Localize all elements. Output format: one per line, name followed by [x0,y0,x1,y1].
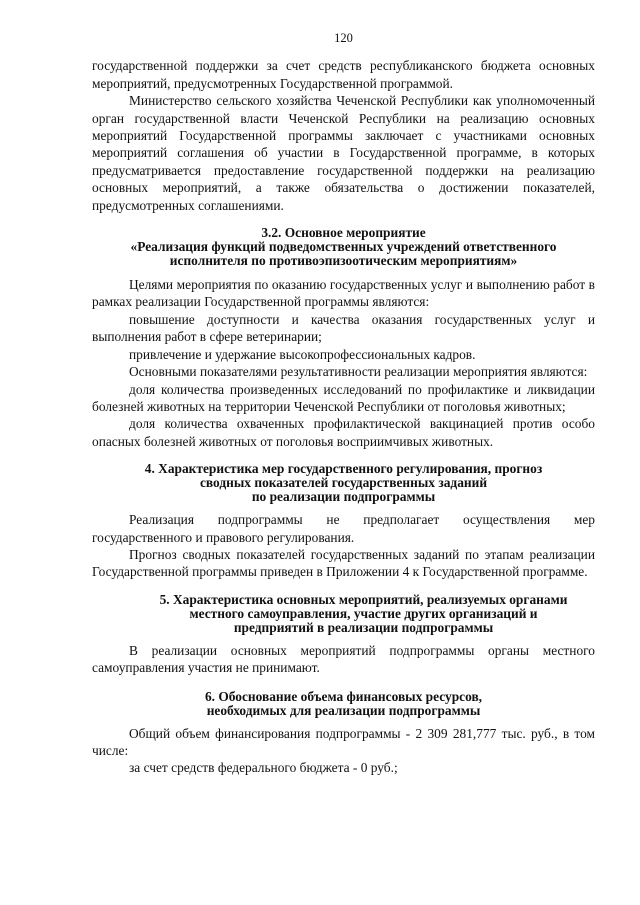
section-4-heading [92,462,595,504]
section-4-title-line-1: 4. Характеристика мер государственного регулирования, прогноз [144,461,543,477]
paragraph-goal-accessibility: повышение доступности и качества оказания государственных услуг и выполнения работ в сфере ветеринарии; [92,311,595,345]
paragraph-regulation: Реализация подпрограммы не предполагает осуществления мер государственного и правового регулирования. [92,512,595,545]
section-3-2-subtitle-line-2: исполнителя по противоэпизоотическим мероприятиям» [169,253,518,269]
section-5-title-line-1: 5. Характеристика основных мероприятий, реализуемых органами [159,591,568,607]
section-5-heading [92,593,595,635]
paragraph-local-government: В реализации основных мероприятий подпрограммы органы местного самоуправления участия не принимают. [92,642,595,676]
paragraph-indicator-vaccination: доля количества охваченных профилактической вакцинацией против особо опасных болезней животных от поголовья восприимчивых животных. [92,416,595,449]
paragraph-total-funding: Общий объем финансирования подпрограммы - 2 309 281,777 тыс. руб., в том числе: [92,725,595,758]
paragraph-indicator-research: доля количества произведенных исследований по профилактике и ликвидации болезней животных на территории Чеченской Республики от поголовья животных; [92,381,595,414]
section-6-title-line-2: необходимых для реализации подпрограммы [206,702,481,718]
section-4-title-line-2: сводных показателей государственных заданий [199,475,488,491]
section-3-2-title: 3.2. Основное мероприятие [261,225,426,241]
paragraph-continuation: государственной поддержки за счет средств республиканского бюджета основных мероприятий, предусмотренных Государственной программой. [92,58,595,91]
section-5-title-line-2: местного самоуправления, участие других организаций и [189,605,538,621]
section-3-2-heading [92,226,595,268]
paragraph-goal-staff: привлечение и удержание высокопрофессиональных кадров. [129,346,476,362]
paragraph-ministry: Министерство сельского хозяйства Чеченской Республики как уполномоченный орган государственной власти Чеченской Республики на реализацию основных мероприятий Государственной программы заключает с участниками основных мероприятий соглашения об участии в Государственной программе, в которых предусматривается предоставление государственной поддержки на реализацию основных мероприятий, а также обязательства о достижении показателей, предусмотренных соглашениями. [92,93,595,213]
section-3-2-subtitle-line-1: «Реализация функций подведомственных учреждений ответственного [130,239,557,255]
paragraph-forecast: Прогноз сводных показателей государственных заданий по этапам реализации Государственной программы приведен в Приложении 4 к Государственной программе. [92,546,595,580]
section-6-heading [92,690,595,718]
section-6-title-line-1: 6. Обоснование объема финансовых ресурсов, [204,688,483,704]
paragraph-federal-funding: за счет средств федерального бюджета - 0 руб.; [129,760,398,776]
paragraph-goals: Целями мероприятия по оказанию государственных услуг и выполнению работ в рамках реализации Государственной программы являются: [92,277,595,310]
page-number: 120 [334,31,353,45]
section-5-title-line-3: предприятий в реализации подпрограммы [233,619,494,635]
document-page [92,30,595,777]
section-4-title-line-3: по реализации подпрограммы [251,489,436,505]
paragraph-indicators: Основными показателями результативности реализации мероприятия являются: [129,364,588,380]
